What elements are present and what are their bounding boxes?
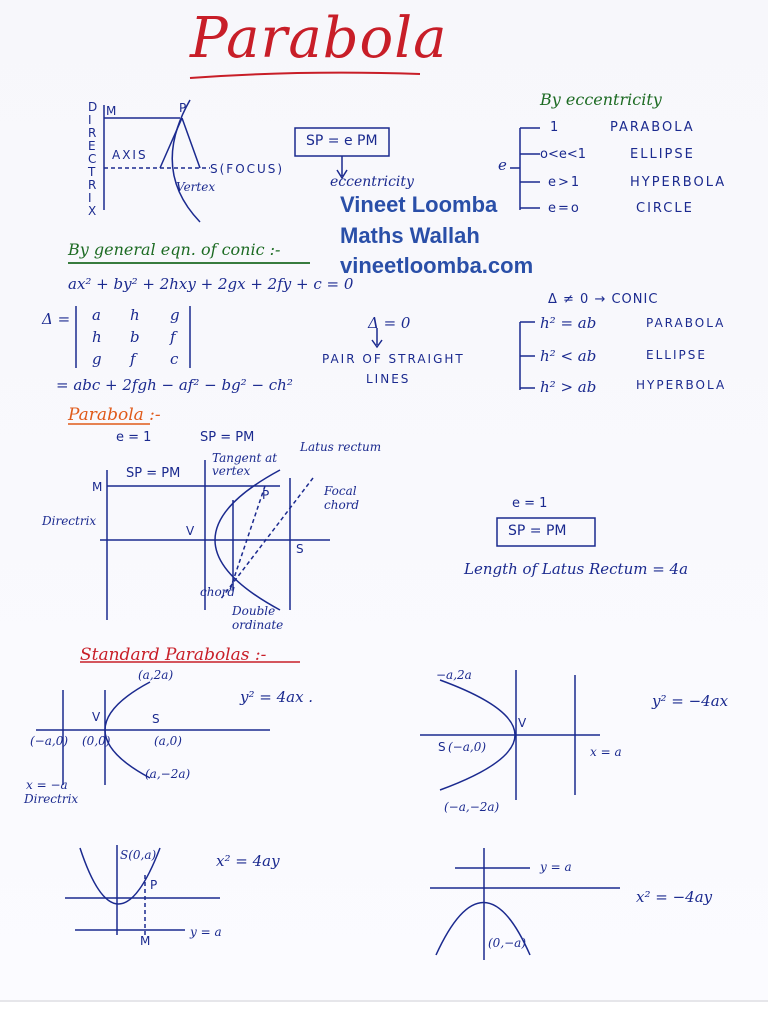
chord-label: chord [200, 585, 236, 599]
point-p-label: P [179, 101, 189, 115]
m00: a [92, 306, 101, 324]
g2-equation: y² = −4ax [652, 692, 729, 710]
g2-x-a: x = a [590, 745, 622, 759]
g3-y-a: y = a [190, 925, 222, 939]
axis-label: AXIS [112, 148, 148, 162]
g3-s0a: S(0,a) [120, 848, 157, 862]
sp-box: SP = e PM [306, 133, 378, 149]
g2-v: V [518, 716, 529, 730]
g2-neg-am2a: (−a,−2a) [444, 800, 500, 814]
g4-equation: x² = −4ay [636, 888, 713, 906]
g1-directrix: Directrix [24, 792, 79, 806]
ecc-name-1: PARABOLA [610, 120, 695, 135]
conic-cond-3: h² > ab [540, 378, 597, 396]
g1-a0: (a,0) [154, 734, 182, 748]
m20: g [92, 350, 102, 368]
directrix2-label: Directrix [42, 514, 97, 528]
general-equation: ax² + by² + 2hxy + 2gx + 2fy + c = 0 [68, 275, 354, 293]
pair-of-lines-1: PAIR OF STRAIGHT [322, 352, 465, 366]
g2-neg-a2a: −a,2a [436, 668, 472, 682]
m02: g [170, 306, 180, 324]
conic-cond-1: h² = ab [540, 314, 597, 332]
conic-name-3: HYPERBOLA [636, 378, 727, 392]
g2-neg-a0: (−a,0) [448, 740, 487, 754]
e-equals-1-right: e = 1 [512, 496, 548, 511]
point-s2: S [296, 542, 306, 556]
latus-rectum-label: Latus rectum [300, 440, 382, 454]
e-symbol: e [498, 156, 507, 174]
delta-nonzero: Δ ≠ 0 → CONIC [548, 292, 659, 307]
point-v2: V [186, 524, 197, 538]
ecc-cond-2: o<e<1 [540, 147, 587, 162]
delta-zero: Δ = 0 [368, 314, 411, 332]
standard-parabolas-heading: Standard Parabolas :- [80, 645, 267, 665]
sp-pm-inner: SP = PM [126, 466, 181, 481]
ecc-name-4: CIRCLE [636, 201, 694, 216]
pair-of-lines-2: LINES [366, 372, 411, 386]
watermark-url: vineetloomba.com [340, 253, 534, 278]
g4-y-a: y = a [540, 860, 572, 874]
general-eqn-heading: By general eqn. of conic :- [68, 240, 281, 259]
ecc-cond-3: e>1 [548, 175, 582, 190]
g1-neg-a: (−a,0) [30, 734, 69, 748]
g1-v: V [92, 710, 103, 724]
m21: f [130, 350, 136, 368]
e-equals-1: e = 1 [116, 430, 152, 445]
m11: b [130, 328, 140, 346]
ecc-cond-4: e=o [548, 201, 581, 216]
parabola-section-heading: Parabola :- [68, 405, 161, 425]
tangent-at-vertex-label: Tangent at vertex [212, 451, 278, 478]
delta-label: Δ = [42, 310, 71, 328]
eccentricity-label: eccentricity [330, 174, 414, 190]
sp-pm-box: SP = PM [508, 523, 567, 539]
conic-name-2: ELLIPSE [646, 348, 707, 362]
ecc-name-2: ELLIPSE [630, 147, 695, 162]
g1-a2a: (a,2a) [138, 668, 174, 682]
m12: f [170, 328, 176, 346]
g4-0-neg-a: (0,−a) [488, 936, 527, 950]
m01: h [130, 306, 140, 324]
g2-s: S [438, 740, 448, 754]
double-ordinate-label: Double ordinate [232, 604, 284, 632]
g1-s: S [152, 712, 162, 726]
watermark-name: Vineet Loomba [340, 192, 498, 217]
m22: c [170, 350, 179, 368]
ecc-name-3: HYPERBOLA [630, 175, 727, 190]
vertex-label: Vertex [176, 180, 216, 194]
page-title: Parabola [190, 6, 448, 71]
focal-chord-label: Focal chord [324, 484, 360, 512]
conic-cond-2: h² < ab [540, 347, 597, 365]
g1-equation: y² = 4ax . [240, 688, 314, 706]
focus-label: S(FOCUS) [210, 162, 285, 176]
point-p2: P [262, 488, 272, 502]
g3-p: P [150, 878, 160, 892]
title-underline [190, 73, 420, 78]
by-eccentricity-heading: By eccentricity [540, 90, 662, 109]
latus-length: Length of Latus Rectum = 4a [464, 560, 689, 578]
m10: h [92, 328, 102, 346]
sp-lines [160, 118, 200, 168]
g1-origin: (0,0) [82, 734, 111, 748]
g1-am2a: (a,−2a) [145, 767, 191, 781]
directrix-vertical-label: DIRECTRIX [88, 100, 98, 218]
sp-pm-top: SP = PM [200, 430, 255, 445]
g3-m: M [140, 934, 153, 948]
conic-name-1: PARABOLA [646, 316, 726, 330]
watermark-brand: Maths Wallah [340, 223, 480, 248]
point-m-label: M [106, 104, 119, 118]
determinant-expansion: = abc + 2fgh − af² − bg² − ch² [56, 376, 293, 394]
ecc-cond-1: 1 [550, 120, 561, 135]
point-m2: M [92, 480, 105, 494]
g3-equation: x² = 4ay [216, 852, 280, 870]
g1-x-neg-a: x = −a [26, 778, 68, 792]
